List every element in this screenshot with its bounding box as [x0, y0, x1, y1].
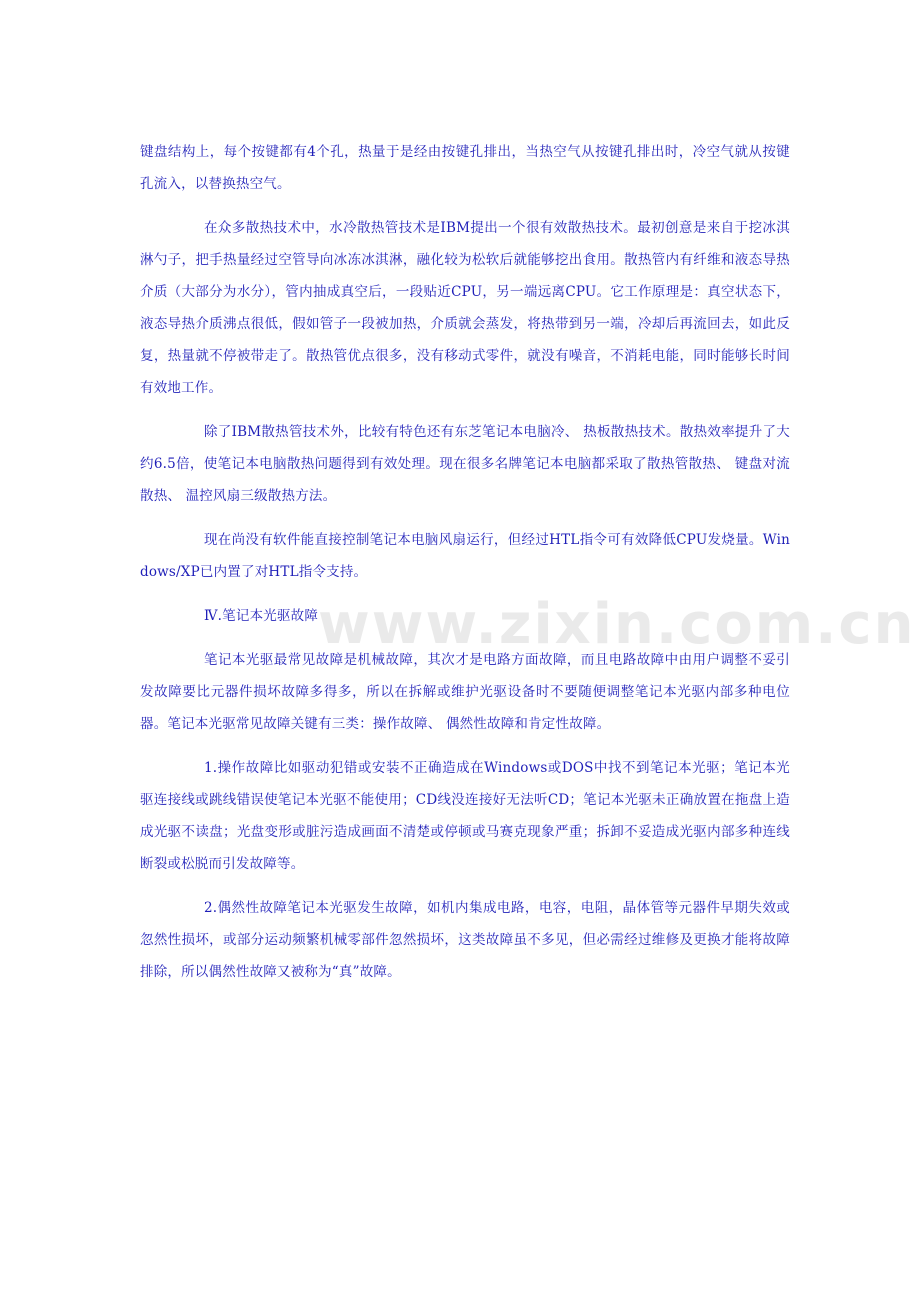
watermark: www.zixin.com.cn — [318, 592, 916, 657]
paragraph-optical-drive-common-faults: 笔记本光驱最常见故障是机械故障，其次才是电路方面故障，而且电路故障中由用户调整不妥引发故障要比元器件损坏故障多得多，所以在拆解或维护光驱设备时不要随便调整笔记本光驱内部多种电位器。笔记本光驱常见故障关键有三类：操作故障、 偶然性故障和肯定性故障。 — [140, 652, 790, 732]
section-heading-optical-drive-faults: Ⅳ.笔记本光驱故障 — [204, 608, 319, 624]
paragraph-operation-faults: 1.操作故障比如驱动犯错或安装不正确造成在Windows或DOS中找不到笔记本光驱；笔记本光驱连接线或跳线错误使笔记本光驱不能使用；CD线没连接好无法听CD；笔记本光驱未正确放置在拖盘上造成光驱不读盘；光盘变形或脏污造成画面不清楚或停顿或马赛克现象严重；拆卸不妥造成光驱内部多种连线断裂或松脱而引发故障等。 — [140, 760, 790, 872]
paragraph-heat-pipe-technology: 在众多散热技术中，水冷散热管技术是IBM提出一个很有效散热技术。最初创意是来自于挖冰淇淋勺子，把手热量经过空管导向冰冻冰淇淋，融化较为松软后就能够挖出食用。散热管内有纤维和液态导热介质（大部分为水分），管内抽成真空后，一段贴近CPU，另一端远离CPU。它工作原理是：真空状态下，液态导热介质沸点很低，假如管子一段被加热，介质就会蒸发，将热带到另一端，冷却后再流回去，如此反复，热量就不停被带走了。散热管优点很多，没有移动式零件，就没有噪音，不消耗电能，同时能够长时间有效地工作。 — [140, 220, 790, 396]
paragraph-keyboard-cooling-continued: 键盘结构上，每个按键都有4个孔，热量于是经由按键孔排出，当热空气从按键孔排出时，冷空气就从按键孔流入，以替换热空气。 — [140, 144, 790, 192]
paragraph-htl-instruction: 现在尚没有软件能直接控制笔记本电脑风扇运行，但经过HTL指令可有效降低CPU发烧量。Windows/XP已内置了对HTL指令支持。 — [140, 532, 790, 580]
paragraph-toshiba-cooling: 除了IBM散热管技术外，比较有特色还有东芝笔记本电脑冷、 热板散热技术。散热效率提升了大约6.5倍，使笔记本电脑散热问题得到有效处理。现在很多名牌笔记本电脑都采取了散热管散热、 键盘对流散热、 温控风扇三级散热方法。 — [140, 424, 790, 504]
paragraph-accidental-faults: 2.偶然性故障笔记本光驱发生故障，如机内集成电路，电容，电阻，晶体管等元器件早期失效或忽然性损坏，或部分运动频繁机械零部件忽然损坏，这类故障虽不多见，但必需经过维修及更换才能将故障排除，所以偶然性故障又被称为“真”故障。 — [140, 900, 790, 980]
document-body — [140, 136, 790, 1000]
